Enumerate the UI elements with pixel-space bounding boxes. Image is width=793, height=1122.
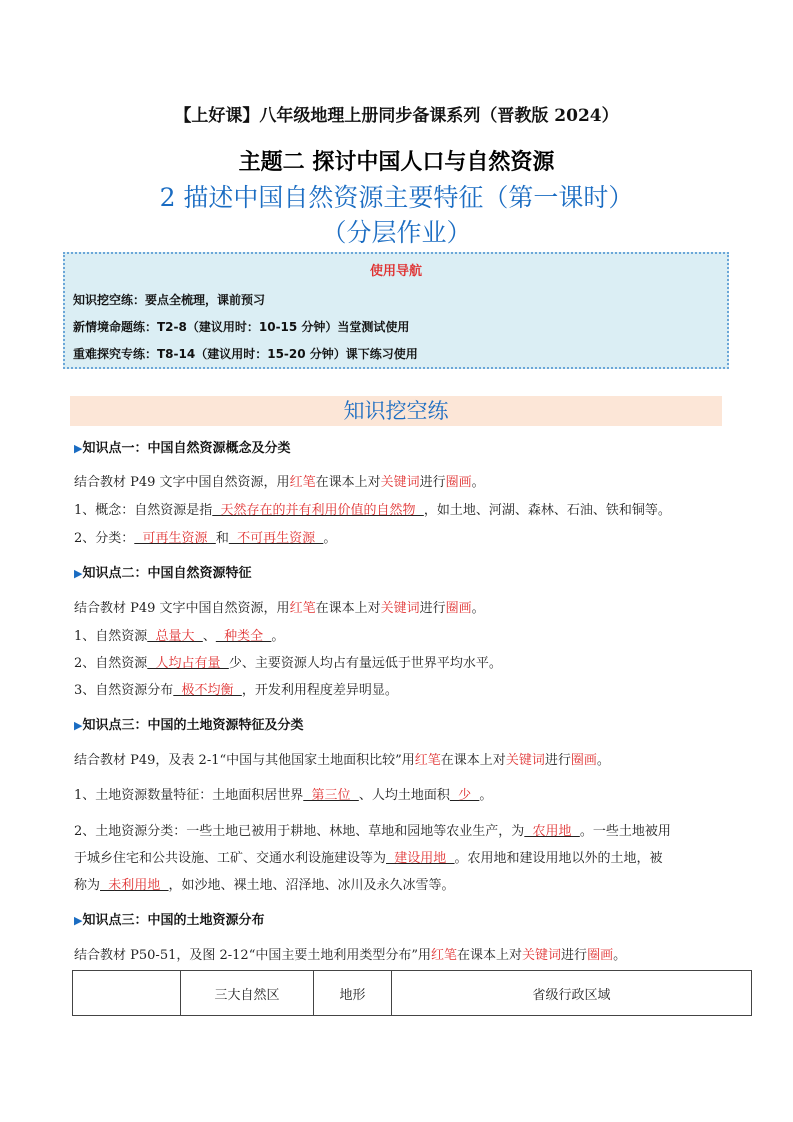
kp4-heading: ▶知识点三：中国的土地资源分布 [74, 913, 265, 928]
kp1-line-2: 2、分类： 可再生资源 和 不可再生资源 。 [74, 531, 337, 546]
kp1-intro: 结合教材 P49 文字中国自然资源，用红笔在课本上对关键词进行圈画。 [74, 475, 485, 490]
table-header-cell [73, 971, 181, 1016]
kp3-line-2a: 2、土地资源分类：一些土地已被用于耕地、林地、草地和园地等农业生产，为 农用地 。一些土地被用 [74, 824, 671, 839]
kp2-line-1: 1、自然资源 总量大 、 种类全 。 [74, 629, 285, 644]
answer-blank: 不可再生资源 [228, 531, 324, 546]
answer-blank: 建设用地 [386, 851, 455, 866]
table-header-cell: 三大自然区 [181, 971, 314, 1016]
kp1-heading: ▶知识点一：中国自然资源概念及分类 [74, 441, 291, 456]
answer-blank: 第三位 [303, 788, 359, 803]
answer-blank: 农用地 [524, 824, 580, 839]
answer-blank: 天然存在的并有利用价值的自然物 [212, 503, 424, 518]
kp3-line-2b: 于城乡住宅和公共设施、工矿、交通水利设施建设等为 建设用地 。农用地和建设用地以外的土地，被 [74, 851, 663, 866]
answer-blank: 种类全 [215, 629, 272, 644]
section-banner [70, 396, 722, 426]
kp3-line-2c: 称为 未利用地 ，如沙地、裸土地、沼泽地、冰川及永久冰雪等。 [74, 878, 455, 893]
nav-title: 使用导航 [369, 264, 422, 279]
triangle-bullet-icon: ▶ [74, 567, 83, 580]
answer-blank: 可再生资源 [134, 531, 216, 546]
series-title: 【上好课】八年级地理上册同步备课系列（晋教版 2024） [174, 106, 619, 126]
kp3-heading: ▶知识点三：中国的土地资源特征及分类 [74, 718, 304, 733]
answer-blank: 总量大 [147, 629, 203, 644]
triangle-bullet-icon: ▶ [74, 442, 83, 455]
answer-blank: 极不均衡 [173, 683, 242, 698]
lesson-subtitle: （分层作业） [321, 218, 472, 247]
land-distribution-table [72, 970, 752, 1016]
kp4-intro: 结合教材 P50-51，及图 2-12“中国主要土地利用类型分布”用红笔在课本上对关键词进行圈画。 [74, 948, 627, 963]
usage-navigation-box [63, 252, 729, 369]
nav-line: 知识挖空练：要点全梳理，课前预习 [73, 293, 266, 307]
answer-blank: 少 [449, 788, 480, 803]
table-header-cell: 省级行政区域 [392, 971, 752, 1016]
kp2-line-3: 3、自然资源分布 极不均衡 ，开发利用程度差异明显。 [74, 683, 398, 698]
lesson-title: 2 描述中国自然资源主要特征（第一课时） [159, 183, 634, 212]
triangle-bullet-icon: ▶ [74, 914, 83, 927]
answer-blank: 未利用地 [100, 878, 169, 893]
kp2-heading: ▶知识点二：中国自然资源特征 [74, 566, 252, 581]
nav-line: 重难探究专练：T8-14（建议用时：15-20 分钟）课下练习使用 [73, 347, 418, 361]
kp3-line-1: 1、土地资源数量特征：土地面积居世界 第三位 、人均土地面积 少 。 [74, 788, 493, 803]
table-header-row [73, 971, 752, 1016]
table-header-cell: 地形 [314, 971, 392, 1016]
kp3-intro: 结合教材 P49，及表 2-1“中国与其他国家土地面积比较”用红笔在课本上对关键词进行圈画。 [74, 753, 610, 768]
triangle-bullet-icon: ▶ [74, 719, 83, 732]
nav-line: 新情境命题练：T2-8（建议用时：10-15 分钟）当堂测试使用 [73, 320, 410, 334]
banner-title: 知识挖空练 [343, 399, 449, 423]
kp2-intro: 结合教材 P49 文字中国自然资源，用红笔在课本上对关键词进行圈画。 [74, 601, 485, 616]
answer-blank: 人均占有量 [147, 656, 229, 671]
kp2-line-2: 2、自然资源 人均占有量 少、主要资源人均占有量远低于世界平均水平。 [74, 656, 502, 671]
topic-title: 主题二 探讨中国人口与自然资源 [238, 150, 555, 175]
kp1-line-1: 1、概念：自然资源是指 天然存在的并有利用价值的自然物 ，如土地、河湖、森林、石油、铁和铜等。 [74, 503, 671, 518]
